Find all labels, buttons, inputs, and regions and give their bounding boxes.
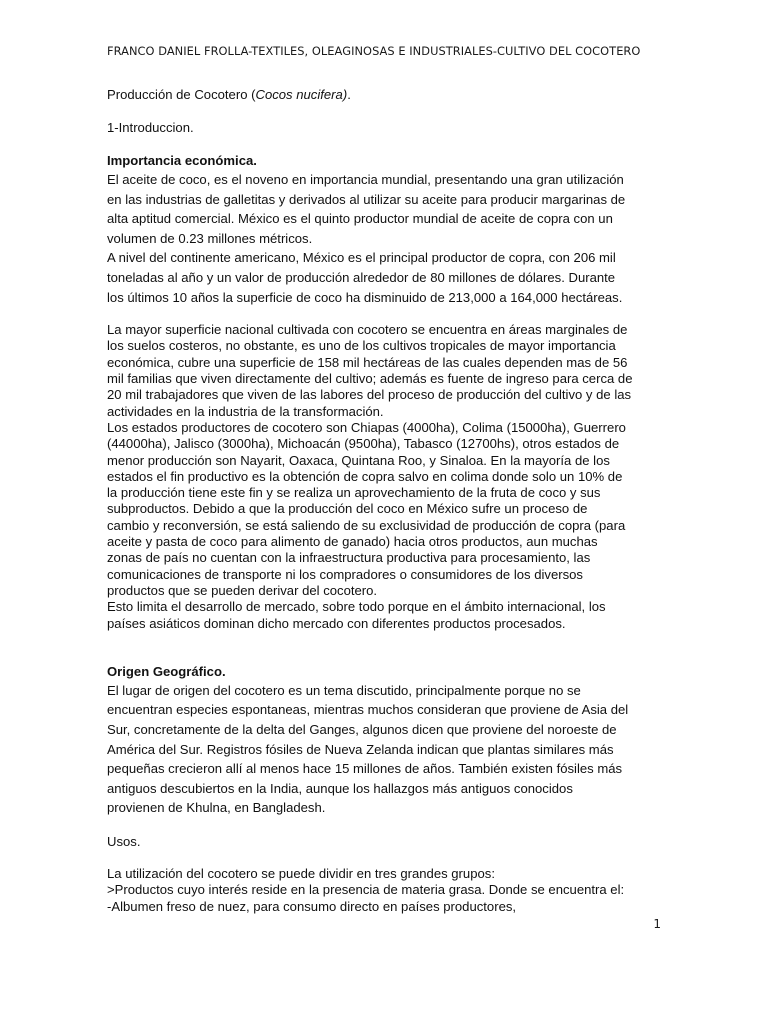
text-line: volumen de 0.23 millones métricos. [107, 230, 313, 246]
text-line: comunicaciones de transporte ni los compradores o consumidores de los diversos [107, 566, 583, 582]
paragraph-usos [107, 866, 667, 915]
text-line: antiguos descubiertos en la India, aunque los hallazgos más antiguos conocidos [107, 780, 573, 796]
text-line: productos que se pueden derivar del cocotero. [107, 582, 378, 598]
text-line: zonas de país no cuentan con la infraestructura productiva para procesamiento, las [107, 550, 591, 566]
text-line: toneladas al año y un valor de producción alrededor de 80 millones de dólares. Durante [107, 269, 616, 285]
text-line: La utilización del cocotero se puede dividir en tres grandes grupos: [107, 865, 495, 881]
text-line: los últimos 10 años la superficie de coco ha disminuido de 213,000 a 164,000 hectáreas. [107, 289, 623, 305]
title-prefix: Producción de Cocotero ( [107, 87, 256, 102]
text-line: actividades en la industria de la transformación. [107, 403, 384, 419]
text-line: (44000ha), Jalisco (3000ha), Michoacán (9500ha), Tabasco (12700hs), otros estados de [107, 436, 620, 452]
title-scientific-name: Cocos nucifera) [255, 87, 348, 102]
text-line: El lugar de origen del cocotero es un tema discutido, principalmente porque no se [107, 682, 581, 698]
text-line: cambio y reconversión, se está saliendo de su exclusividad de producción de copra (para [107, 517, 626, 533]
text-line: Los estados productores de cocotero son Chiapas (4000ha), Colima (15000ha), Guerrero [107, 419, 626, 435]
intro-heading: 1-Introduccion. [107, 120, 194, 135]
document-title [107, 86, 667, 104]
text-line: aceite y pasta de coco para alimento de ganado) hacia otros productos, aun muchas [107, 534, 598, 550]
running-header: FRANCO DANIEL FROLLA-TEXTILES, OLEAGINOSAS E INDUSTRIALES-CULTIVO DEL COCOTERO [107, 44, 641, 58]
section-heading-importancia: Importancia económica. [107, 153, 257, 168]
text-line: estados el fin productivo es la obtención de copra salvo en colima donde solo un 10% de [107, 468, 623, 484]
section-heading-origen: Origen Geográfico. [107, 663, 226, 679]
section-heading-usos: Usos. [107, 833, 141, 849]
paragraph-importancia-2 [107, 322, 667, 632]
text-line: alta aptitud comercial. México es el quinto productor mundial de aceite de copra con un [107, 211, 613, 227]
text-line: los suelos costeros, no obstante, es uno de los cultivos tropicales de mayor importancia [107, 338, 616, 354]
text-line: >Productos cuyo interés reside en la presencia de materia grasa. Donde se encuentra el: [107, 882, 625, 898]
text-line: encuentran especies espontaneas, mientras muchos consideran que proviene de Asia del [107, 702, 629, 718]
text-line: económica, cubre una superficie de 158 mil hectáreas de las cuales dependen mas de 56 [107, 354, 628, 370]
text-line: pequeñas crecieron allí al menos hace 15 millones de años. También existen fósiles más [107, 761, 623, 777]
title-suffix: . [347, 87, 351, 102]
text-line: subproductos. Debido a que la producción del coco en México sufre un proceso de [107, 501, 588, 517]
text-line: 20 mil trabajadores que viven de las labores del proceso de producción del cultivo y de las [107, 387, 632, 403]
paragraph-importancia-1 [107, 170, 667, 307]
text-line: A nivel del continente americano, México es el principal productor de copra, con 206 mil [107, 250, 616, 266]
text-line: América del Sur. Registros fósiles de Nueva Zelanda indican que plantas similares más [107, 741, 614, 757]
text-line: menor producción son Nayarit, Oaxaca, Quintana Roo, y Sinaloa. En la mayoría de los [107, 452, 610, 468]
text-line: -Albumen freso de nuez, para consumo directo en países productores, [107, 898, 517, 914]
text-line: Sur, concretamente de la delta del Ganges, algunos dicen que proviene del noroeste de [107, 721, 617, 737]
page-number: 1 [653, 917, 661, 931]
text-line: mil familias que viven directamente del cultivo; además es fuente de ingreso para cerca de [107, 371, 633, 387]
paragraph-origen [107, 681, 667, 818]
text-line: en las industrias de galletitas y derivados al utilizar su aceite para producir margarinas de [107, 191, 626, 207]
text-line: La mayor superficie nacional cultivada con cocotero se encuentra en áreas marginales de [107, 322, 628, 338]
text-line: El aceite de coco, es el noveno en importancia mundial, presentando una gran utilización [107, 172, 624, 187]
text-line: la producción tiene este fin y se realiza un aprovechamiento de la fruta de coco y sus [107, 485, 601, 501]
text-line: Esto limita el desarrollo de mercado, sobre todo porque en el ámbito internacional, los [107, 599, 606, 615]
text-line: países asiáticos dominan dicho mercado con diferentes productos procesados. [107, 615, 566, 631]
text-line: provienen de Khulna, en Bangladesh. [107, 800, 326, 816]
document-body [107, 86, 667, 915]
